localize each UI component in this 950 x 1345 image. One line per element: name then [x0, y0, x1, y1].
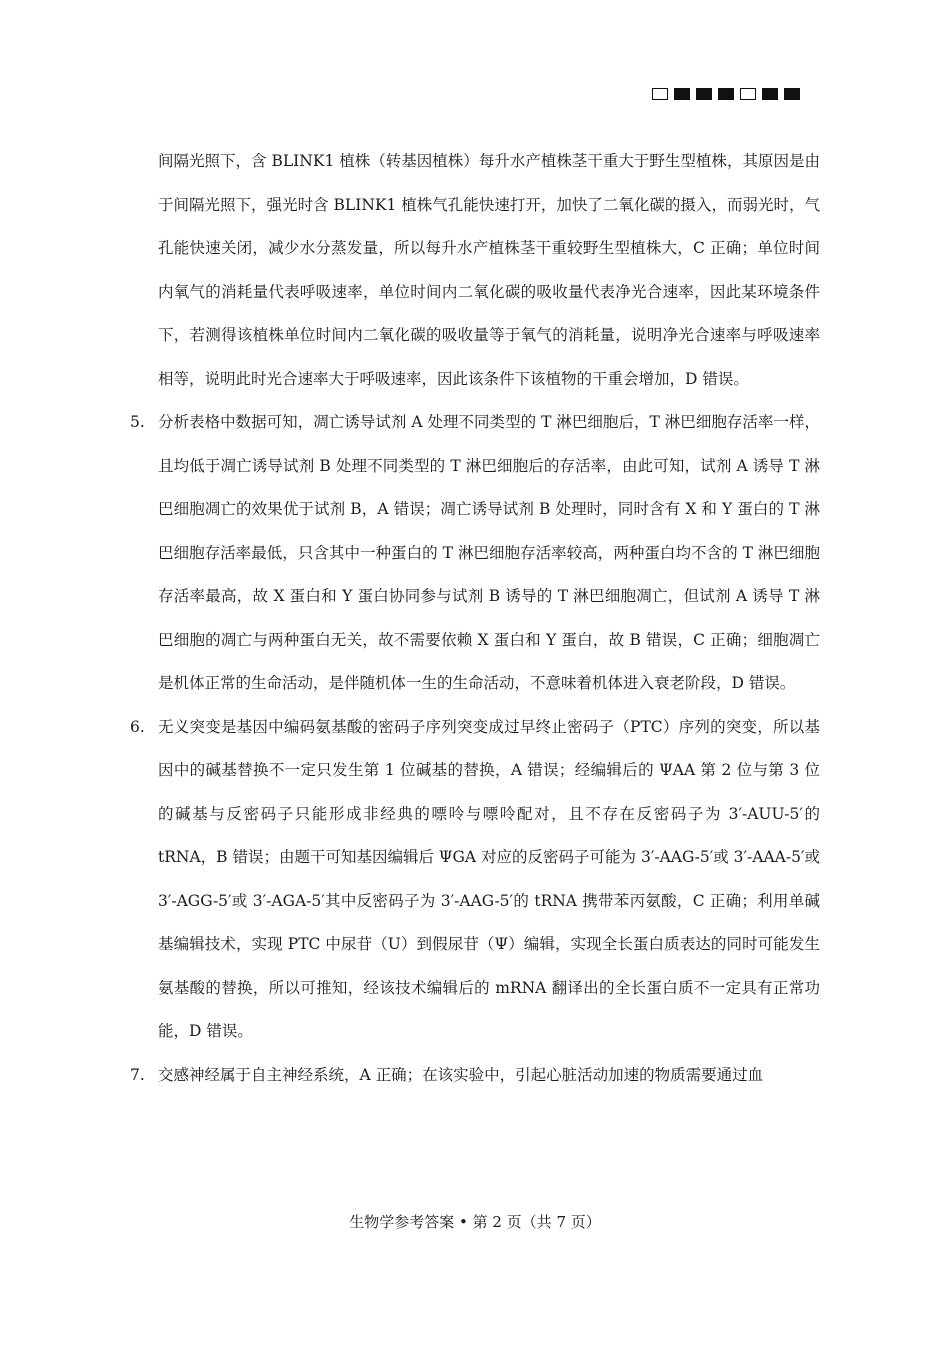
item-text: 交感神经属于自主神经系统，A 正确；在该实验中，引起心脏活动加速的物质需要通过血: [158, 1065, 764, 1084]
header-marks: [652, 88, 800, 100]
item-number: 7.: [130, 1065, 145, 1084]
continuation-paragraph: 间隔光照下，含 BLINK1 植株（转基因植株）每升水产植株茎干重大于野生型植株，其原因是由于间隔光照下，强光时含 BLINK1 植株气孔能快速打开，加快了二氧化碳的摄入，而弱光时，气孔能快速关闭，减少水分蒸发量，所以每升水产植株茎干重较野生型植株大，C 正确；单位时间内氧气的消耗量代表呼吸速率，单位时间内二氧化碳的吸收量代表净光合速率，因此某环境条件下，若测得该植株单位时间内二氧化碳的吸收量等于氧气的消耗量，说明净光合速率与呼吸速率相等，说明此时光合速率大于呼吸速率，因此该条件下该植物的干重会增加，D 错误。: [158, 152, 820, 388]
header-mark: [674, 88, 690, 100]
header-mark: [718, 88, 734, 100]
answer-item-7: [130, 1054, 820, 1098]
item-number: 6.: [130, 717, 145, 736]
answer-item-5: [130, 401, 820, 706]
item-number: 5.: [130, 413, 145, 431]
answer-content: [130, 140, 820, 1097]
item-text: 无义突变是基因中编码氨基酸的密码子序列突变成过早终止密码子（PTC）序列的突变，所以基因中的碱基替换不一定只发生第 1 位碱基的替换，A 错误；经编辑后的 ΨAA 第 2 位与第 3 位的碱基与反密码子只能形成非经典的嘌呤与嘌呤配对，且不存在反密码子为 3′-AUU-5′的 tRNA，B 错误；由题干可知基因编辑后 ΨGA 对应的反密码子可能为 3′-AAG-5′或 3′-AAA-5′或 3′-AGG-5′或 3′-AGA-5′其中反密码子为 3′-AAG-5′的 tRNA 携带苯丙氨酸，C 正确；利用单碱基编辑技术，实现 PTC 中尿苷（U）到假尿苷（Ψ）编辑，实现全长蛋白质表达的同时可能发生氨基酸的替换，所以可推知，经该技术编辑后的 mRNA 翻译出的全长蛋白质不一定具有正常功能，D 错误。: [158, 717, 820, 1040]
item-text: 分析表格中数据可知，凋亡诱导试剂 A 处理不同类型的 T 淋巴细胞后，T 淋巴细胞存活率一样，且均低于凋亡诱导试剂 B 处理不同类型的 T 淋巴细胞后的存活率，由此可知，试剂 A 诱导 T 淋巴细胞凋亡的效果优于试剂 B，A 错误；凋亡诱导试剂 B 处理时，同时含有 X 和 Y 蛋白的 T 淋巴细胞存活率最低，只含其中一种蛋白的 T 淋巴细胞存活率较高，两种蛋白均不含的 T 淋巴细胞存活率最高，故 X 蛋白和 Y 蛋白协同参与试剂 B 诱导的 T 淋巴细胞凋亡，但试剂 A 诱导 T 淋巴细胞的凋亡与两种蛋白无关，故不需要依赖 X 蛋白和 Y 蛋白，故 B 错误，C 正确；细胞凋亡是机体正常的生命活动，是伴随机体一生的生命活动，不意味着机体进入衰老阶段，D 错误。: [158, 413, 820, 692]
header-mark: [696, 88, 712, 100]
header-mark: [784, 88, 800, 100]
header-mark: [762, 88, 778, 100]
header-mark: [740, 88, 756, 100]
answer-item-6: [130, 706, 820, 1054]
page-footer: 生物学参考答案 • 第 2 页（共 7 页）: [349, 1213, 601, 1231]
header-mark: [652, 88, 668, 100]
